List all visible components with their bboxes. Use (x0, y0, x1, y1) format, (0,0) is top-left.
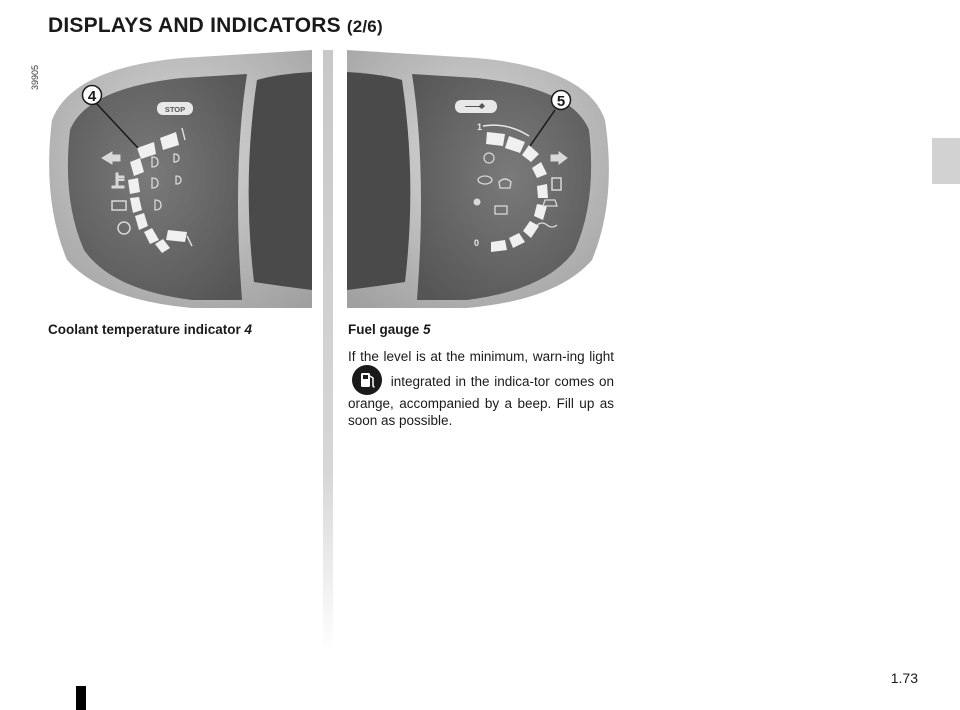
coolant-cluster-illustration (42, 50, 312, 308)
callout-number-5: 5 (556, 93, 566, 110)
fuel-caption (348, 322, 431, 337)
coolant-ref: 4 (244, 322, 253, 337)
bottom-marker (76, 686, 86, 710)
fuel-empty-mark: 0 (474, 238, 480, 248)
fuel-text-before: If the level is at the minimum, warn-ing light (348, 349, 614, 364)
column-divider (323, 50, 333, 650)
fuel-cluster-illustration (347, 50, 617, 308)
fuel-text-after: integrated in the indica-tor comes on orange, accompanied by a beep. Fill up as soon as possible. (348, 374, 614, 428)
central-display-right (347, 72, 410, 290)
page-part: (2/6) (346, 17, 383, 36)
section-tab (932, 138, 960, 184)
fuel-ref: 5 (423, 322, 431, 337)
page-number: 1.73 (890, 670, 918, 686)
coolant-caption (48, 322, 252, 337)
figure-ref-left: 39905 (30, 64, 40, 90)
page-title-text: DISPLAYS AND INDICATORS (48, 14, 341, 37)
page-title (48, 14, 383, 38)
stop-label: STOP (164, 105, 186, 114)
figure-coolant-cluster (42, 50, 312, 308)
fuel-heading: Fuel gauge (348, 322, 420, 337)
central-display (249, 72, 312, 290)
figure-fuel-cluster (347, 50, 617, 308)
fuel-pump-icon (352, 365, 382, 395)
fuel-full-mark: 1 (477, 122, 483, 132)
callout-number-4: 4 (87, 88, 97, 105)
fuel-description (348, 348, 614, 429)
airbag-icon (474, 199, 480, 205)
coolant-heading: Coolant temperature indicator (48, 322, 241, 337)
